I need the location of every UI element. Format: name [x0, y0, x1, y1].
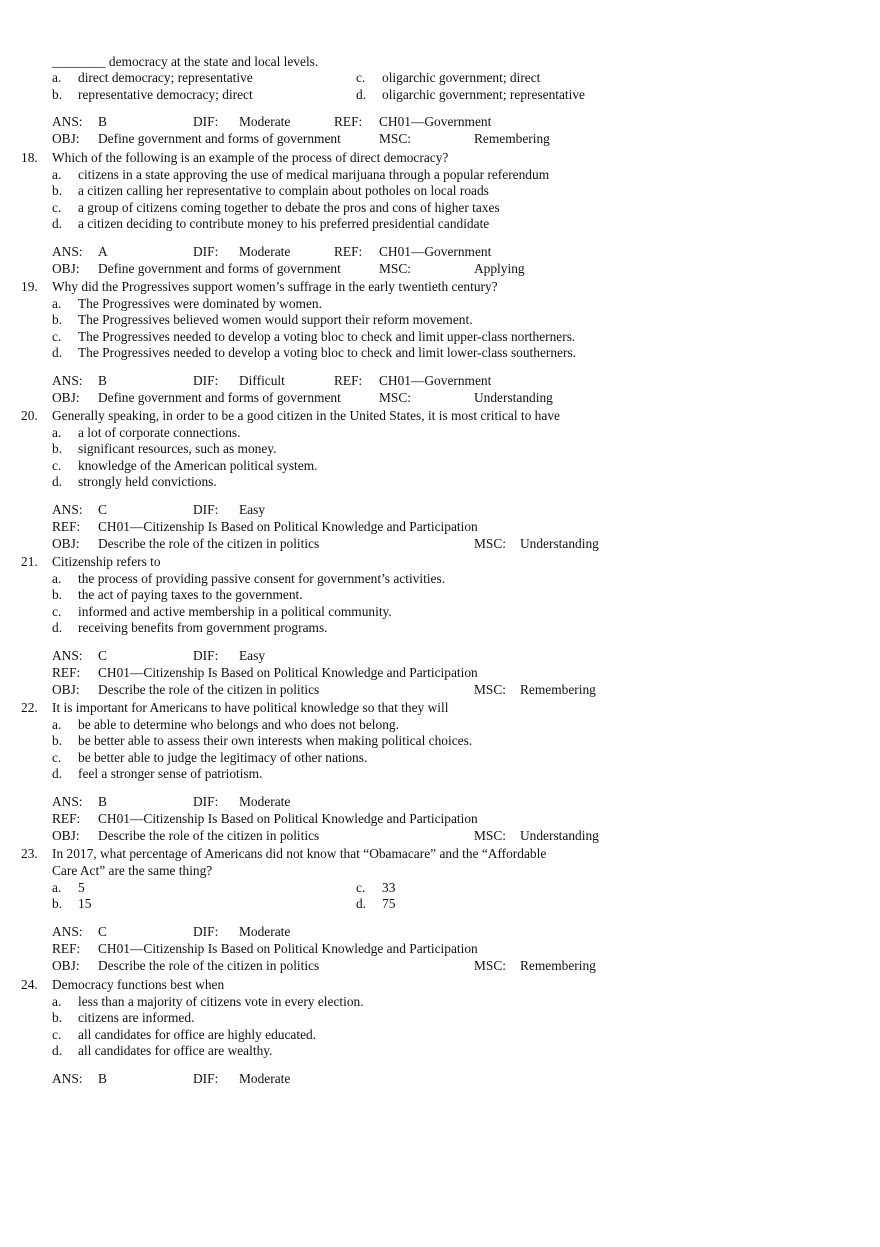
question-stem: In 2017, what percentage of Americans did not know that “Obamacare” and the “Affordable [52, 846, 547, 861]
difficulty-value: Moderate [239, 794, 291, 810]
answer-value: B [98, 373, 107, 389]
dif-label: DIF: [193, 924, 219, 940]
difficulty-value: Easy [239, 502, 266, 518]
option-letter: b. [52, 1010, 63, 1026]
option-letter: b. [52, 87, 63, 102]
reference-value: CH01—Government [379, 114, 492, 129]
dif-label: DIF: [193, 373, 219, 389]
difficulty-value: Moderate [239, 244, 291, 260]
question-number: 20. [21, 408, 38, 423]
difficulty-value: Moderate [239, 114, 291, 129]
skill-value: Understanding [474, 390, 553, 406]
question-stem: Democracy functions best when [52, 977, 225, 992]
ans-label: ANS: [52, 114, 83, 129]
objective-value: Describe the role of the citizen in politics [98, 828, 320, 844]
ans-label: ANS: [52, 924, 83, 940]
skill-value: Understanding [520, 536, 599, 552]
reference-value: CH01—Government [379, 244, 492, 260]
ref-label: REF: [334, 114, 363, 129]
reference-value: CH01—Citizenship Is Based on Political Knowledge and Participation [98, 519, 478, 535]
option-letter: d. [52, 474, 63, 490]
option-d: a citizen deciding to contribute money to his preferred presidential candidate [78, 216, 490, 232]
reference-value: CH01—Government [379, 373, 492, 389]
msc-label: MSC: [379, 261, 412, 277]
option-c: The Progressives needed to develop a voting bloc to check and limit upper-class northerners. [78, 328, 576, 344]
question-number: 22. [21, 700, 38, 715]
option-letter: c. [356, 70, 366, 85]
ref-label: REF: [52, 665, 81, 681]
option-letter: c. [52, 603, 62, 619]
option-letter: c. [52, 1026, 62, 1042]
msc-label: MSC: [379, 131, 412, 146]
obj-label: OBJ: [52, 536, 80, 552]
ans-label: ANS: [52, 244, 83, 260]
objective-value: Define government and forms of government [98, 261, 341, 277]
obj-label: OBJ: [52, 828, 80, 844]
ans-label: ANS: [52, 1071, 83, 1087]
msc-label: MSC: [474, 958, 507, 974]
ref-label: REF: [334, 244, 363, 260]
option-c: oligarchic government; direct [382, 70, 541, 85]
option-c: 33 [382, 880, 396, 896]
option-b: significant resources, such as money. [78, 441, 277, 457]
obj-label: OBJ: [52, 261, 80, 277]
answer-value: B [98, 794, 107, 810]
option-letter: c. [356, 880, 366, 896]
option-c: all candidates for office are highly educated. [78, 1026, 317, 1042]
answer-value: B [98, 1071, 107, 1087]
msc-label: MSC: [379, 390, 412, 406]
option-d: The Progressives needed to develop a voting bloc to check and limit lower-class southerners. [78, 345, 577, 361]
option-b: citizens are informed. [78, 1010, 195, 1026]
ref-label: REF: [52, 811, 81, 827]
obj-label: OBJ: [52, 682, 80, 698]
option-letter: a. [52, 295, 62, 311]
ref-label: REF: [52, 941, 81, 957]
skill-value: Remembering [520, 682, 596, 698]
objective-value: Define government and forms of government [98, 131, 341, 146]
option-letter: d. [356, 87, 367, 102]
objective-value: Describe the role of the citizen in politics [98, 958, 320, 974]
option-d: receiving benefits from government programs. [78, 620, 328, 636]
objective-value: Describe the role of the citizen in politics [98, 682, 320, 698]
option-letter: a. [52, 880, 62, 896]
option-letter: a. [52, 993, 62, 1009]
option-a: The Progressives were dominated by women. [78, 295, 322, 311]
option-a: be able to determine who belongs and who does not belong. [78, 716, 399, 732]
dif-label: DIF: [193, 1071, 219, 1087]
skill-value: Remembering [520, 958, 596, 974]
option-letter: b. [52, 183, 63, 199]
option-b: representative democracy; direct [78, 87, 253, 102]
dif-label: DIF: [193, 502, 219, 518]
msc-label: MSC: [474, 828, 507, 844]
option-b: 15 [78, 896, 92, 912]
option-letter: a. [52, 570, 62, 586]
skill-value: Remembering [474, 131, 550, 146]
option-d: all candidates for office are wealthy. [78, 1043, 273, 1059]
option-c: a group of citizens coming together to debate the pros and cons of higher taxes [78, 199, 500, 215]
question-stem: Care Act” are the same thing? [52, 862, 213, 878]
option-letter: c. [52, 328, 62, 344]
obj-label: OBJ: [52, 131, 80, 146]
obj-label: OBJ: [52, 958, 80, 974]
question-number: 23. [21, 846, 38, 861]
difficulty-value: Easy [239, 648, 266, 664]
option-a: 5 [78, 880, 85, 896]
dif-label: DIF: [193, 794, 219, 810]
dif-label: DIF: [193, 648, 219, 664]
reference-value: CH01—Citizenship Is Based on Political Knowledge and Participation [98, 665, 478, 681]
question-number: 21. [21, 554, 38, 569]
msc-label: MSC: [474, 682, 507, 698]
answer-value: C [98, 502, 107, 518]
option-letter: d. [52, 766, 63, 782]
option-letter: b. [52, 312, 63, 328]
ref-label: REF: [334, 373, 363, 389]
answer-value: C [98, 648, 107, 664]
ref-label: REF: [52, 519, 81, 535]
option-letter: d. [52, 1043, 63, 1059]
difficulty-value: Moderate [239, 1071, 291, 1087]
question-stem: Citizenship refers to [52, 554, 161, 569]
obj-label: OBJ: [52, 390, 80, 406]
question-number: 18. [21, 150, 38, 165]
option-c: informed and active membership in a political community. [78, 603, 392, 619]
question-number: 24. [21, 977, 38, 992]
option-letter: b. [52, 441, 63, 457]
question-stem: It is important for Americans to have political knowledge so that they will [52, 700, 449, 715]
ans-label: ANS: [52, 373, 83, 389]
msc-label: MSC: [474, 536, 507, 552]
skill-value: Understanding [520, 828, 599, 844]
difficulty-value: Moderate [239, 924, 291, 940]
dif-label: DIF: [193, 114, 219, 129]
option-letter: b. [52, 896, 63, 912]
dif-label: DIF: [193, 244, 219, 260]
question-number: 19. [21, 279, 38, 294]
objective-value: Define government and forms of government [98, 390, 341, 406]
reference-value: CH01—Citizenship Is Based on Political Knowledge and Participation [98, 811, 478, 827]
option-a: a lot of corporate connections. [78, 424, 241, 440]
question-stem: Generally speaking, in order to be a good citizen in the United States, it is most critical to have [52, 408, 560, 423]
answer-value: C [98, 924, 107, 940]
option-b: The Progressives believed women would support their reform movement. [78, 312, 473, 328]
reference-value: CH01—Citizenship Is Based on Political Knowledge and Participation [98, 941, 478, 957]
option-letter: a. [52, 716, 62, 732]
option-letter: d. [52, 345, 63, 361]
question-stem: ________ democracy at the state and local levels. [52, 54, 319, 69]
option-letter: a. [52, 424, 62, 440]
option-letter: c. [52, 199, 62, 215]
option-a: citizens in a state approving the use of medical marijuana through a popular referendum [78, 166, 550, 182]
answer-value: A [98, 244, 108, 260]
difficulty-value: Difficult [239, 373, 285, 389]
answer-value: B [98, 114, 107, 129]
option-b: a citizen calling her representative to complain about potholes on local roads [78, 183, 489, 199]
option-c: be better able to judge the legitimacy of other nations. [78, 749, 368, 765]
skill-value: Applying [474, 261, 525, 277]
ans-label: ANS: [52, 648, 83, 664]
option-a: direct democracy; representative [78, 70, 253, 85]
option-b: be better able to assess their own interests when making political choices. [78, 733, 473, 749]
option-b: the act of paying taxes to the government. [78, 587, 303, 603]
option-letter: a. [52, 70, 62, 85]
ans-label: ANS: [52, 794, 83, 810]
option-letter: c. [52, 749, 62, 765]
option-d: oligarchic government; representative [382, 87, 586, 102]
option-letter: a. [52, 166, 62, 182]
option-letter: b. [52, 733, 63, 749]
option-d: 75 [382, 896, 396, 912]
ans-label: ANS: [52, 502, 83, 518]
question-stem: Why did the Progressives support women’s suffrage in the early twentieth century? [52, 279, 498, 294]
option-d: feel a stronger sense of patriotism. [78, 766, 263, 782]
option-d: strongly held convictions. [78, 474, 217, 490]
option-letter: b. [52, 587, 63, 603]
option-a: less than a majority of citizens vote in every election. [78, 993, 364, 1009]
option-letter: c. [52, 457, 62, 473]
option-c: knowledge of the American political system. [78, 457, 318, 473]
option-letter: d. [52, 216, 63, 232]
question-stem: Which of the following is an example of the process of direct democracy? [52, 150, 449, 165]
objective-value: Describe the role of the citizen in politics [98, 536, 320, 552]
option-a: the process of providing passive consent for government’s activities. [78, 570, 446, 586]
option-letter: d. [356, 896, 367, 912]
option-letter: d. [52, 620, 63, 636]
